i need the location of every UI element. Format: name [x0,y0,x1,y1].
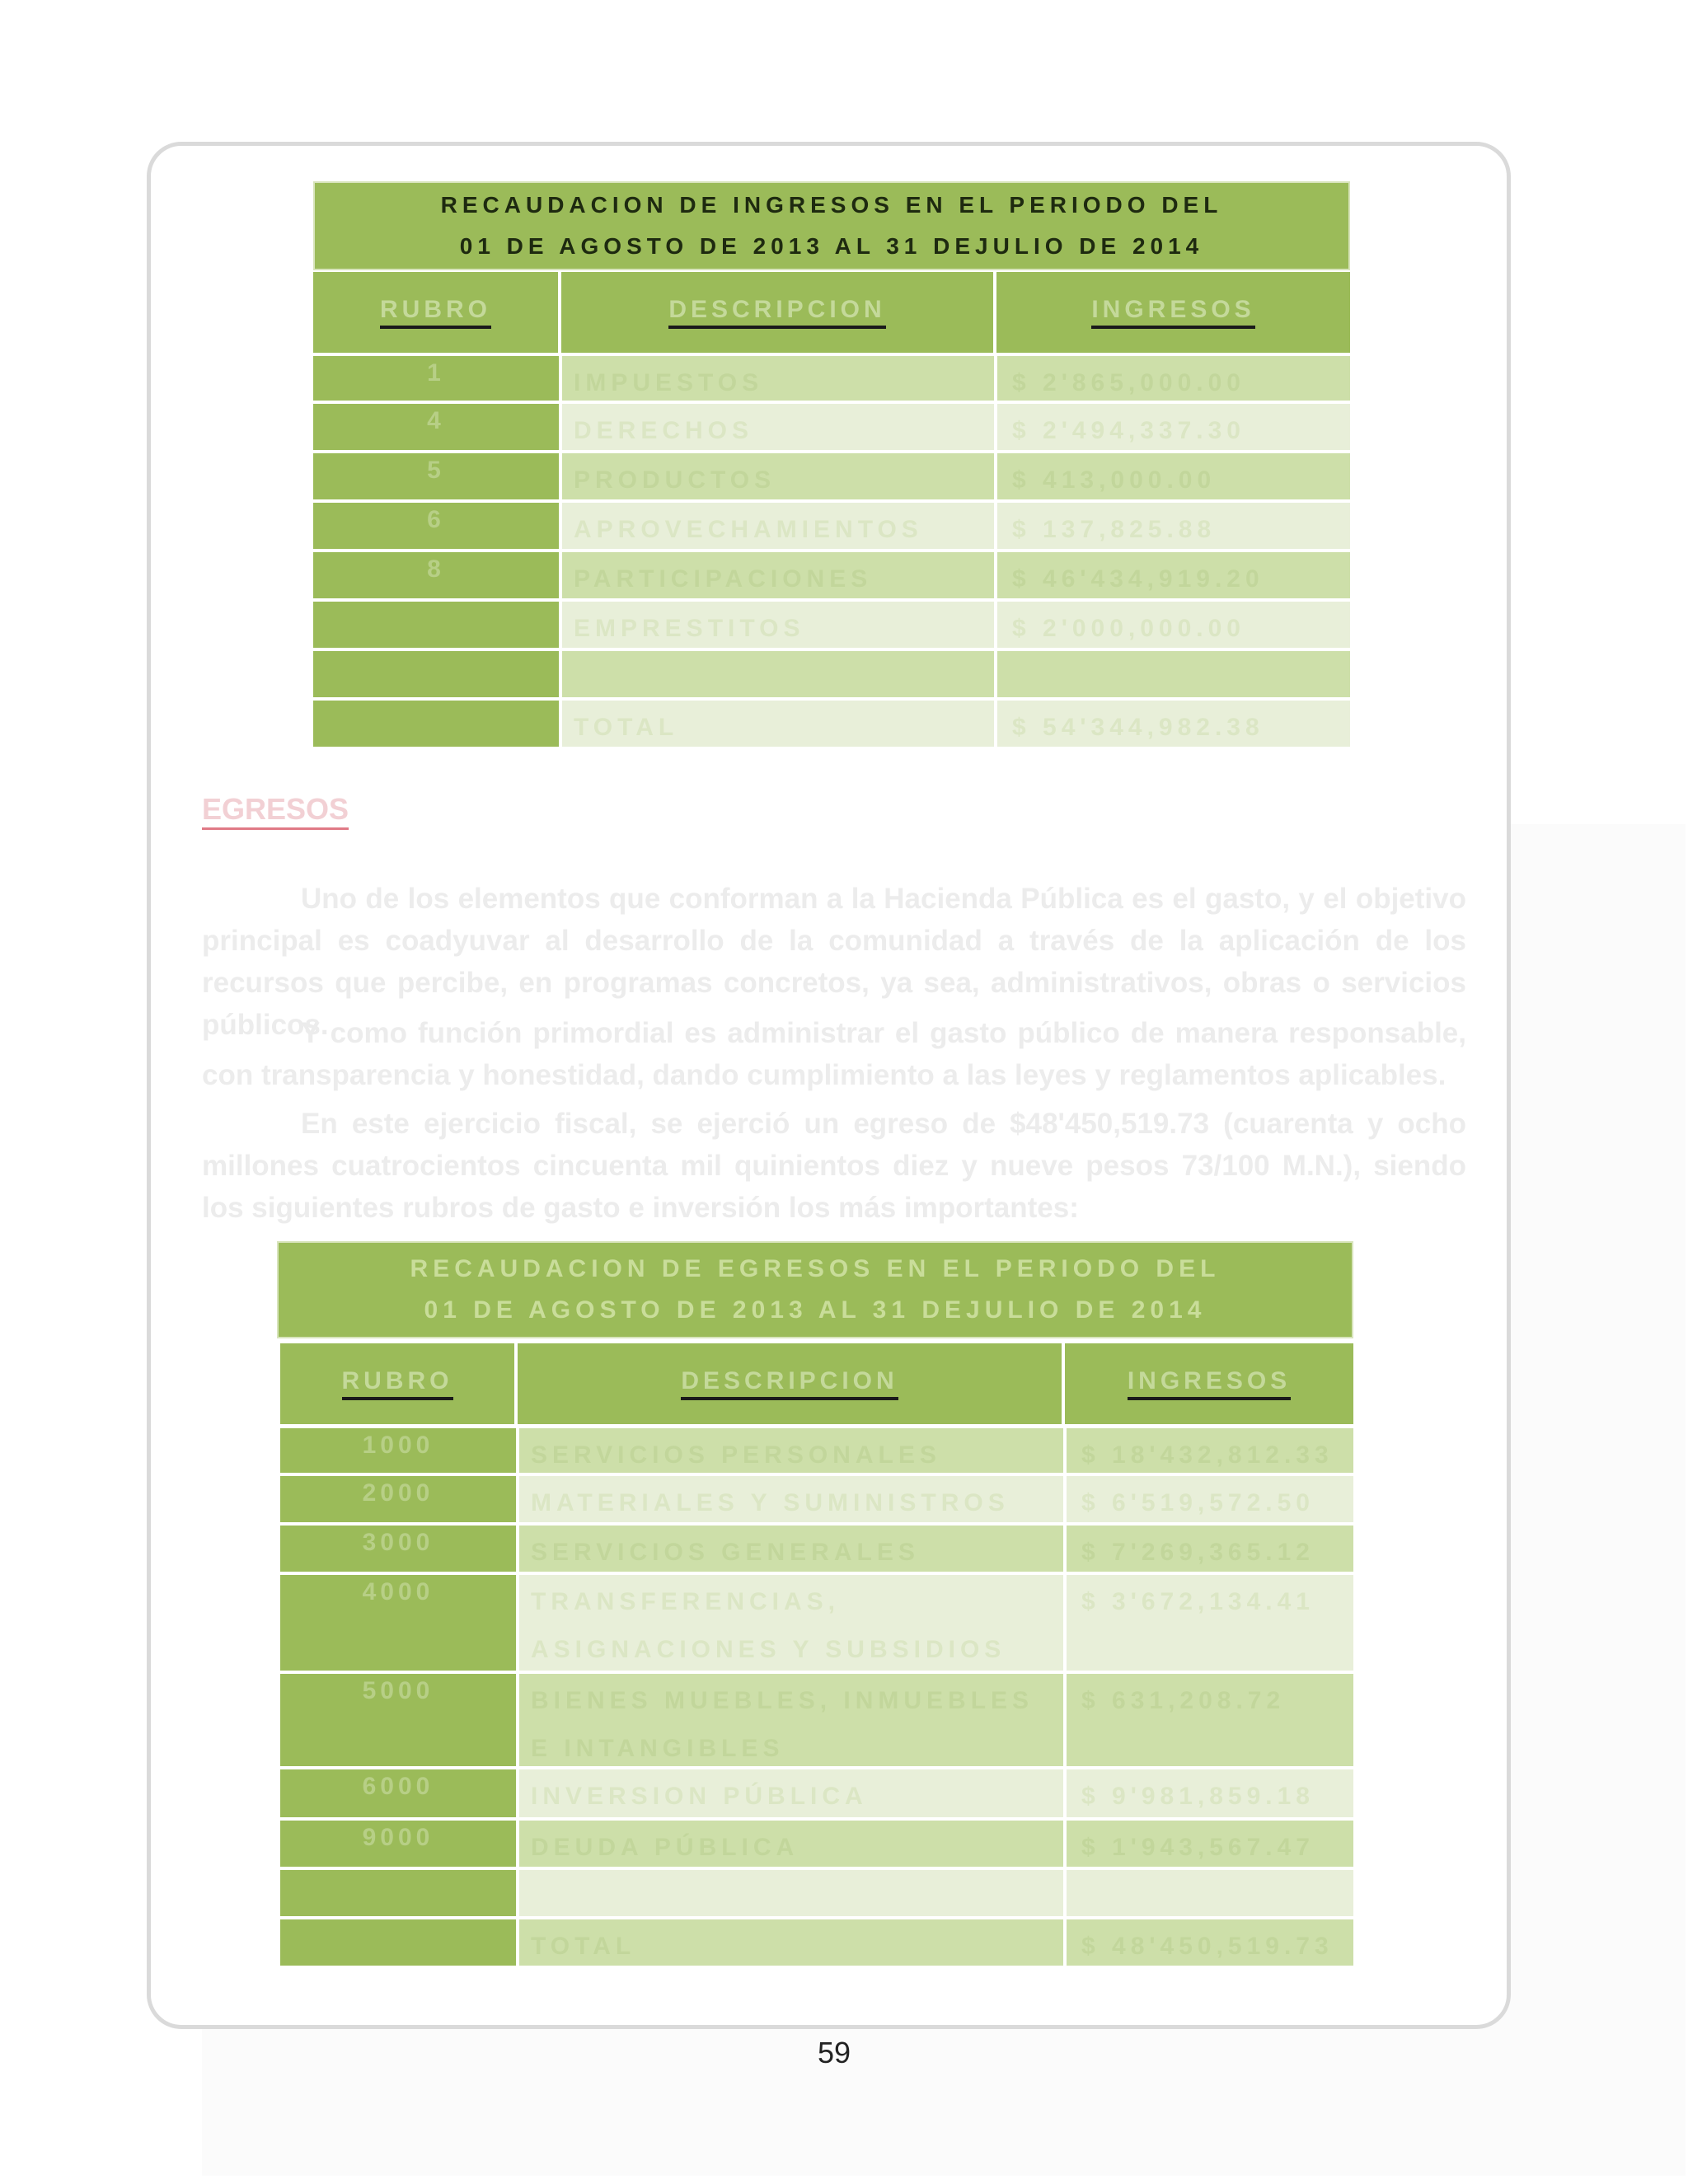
cell-ingresos: $ 137,825.88 [997,503,1350,549]
egresos-paragraph-3: En este ejercicio fiscal, se ejerció un egreso de $48'450,519.73 (cuarenta y ocho millones cuatrocientos cincuenta mil quinientos diez y nueve pesos 73/100 M.N.), siendo los siguientes rubros de gasto e inversión los más importantes: [202,1108,1466,1224]
cell-descripcion: SERVICIOS GENERALES [519,1526,1067,1572]
cell-ingresos: $ 48'450,519.73 [1067,1919,1353,1966]
header-descripcion: DESCRIPCION [561,272,996,353]
cell-ingresos: $ 1'943,567.47 [1067,1821,1353,1867]
table-row [313,552,1350,598]
cell-ingresos: $ 54'344,982.38 [997,701,1350,747]
cell-ingresos: $ 18'432,812.33 [1067,1428,1353,1473]
table-row [313,651,1350,697]
table-row [313,404,1350,450]
table-row [313,503,1350,549]
table-row [280,1870,1353,1916]
table-row [280,1919,1353,1966]
cell-rubro [313,701,562,747]
table-row [280,1526,1353,1572]
header-descripcion: DESCRIPCION [518,1343,1065,1424]
header-ingresos: INGRESOS [996,272,1350,353]
cell-descripcion: PRODUCTOS [562,453,997,499]
cell-ingresos [1067,1870,1353,1916]
egresos-paragraph-1: Uno de los elementos que conforman a la Hacienda Pública es el gasto, y el objetivo principal es coadyuvar al desarrollo de la comunidad a través de la aplicación de los recursos que percibe, en programas concretos, ya sea, administrativos, obras o servicios públicos. [202,883,1466,1041]
table-row [313,701,1350,747]
cell-ingresos: $ 631,208.72 [1067,1674,1353,1766]
cell-rubro [280,1919,519,1966]
cell-ingresos: $ 413,000.00 [997,453,1350,499]
cell-rubro: 5 [313,453,562,499]
cell-rubro [313,651,562,697]
egresos-paragraph-2: Y como función primordial es administrar el gasto público de manera responsable, con transparencia y honestidad, dando cumplimiento a las leyes y reglamentos aplicables. [202,1017,1466,1091]
egresos-title-line2: 01 DE AGOSTO DE 2013 AL 31 DEJULIO DE 2014 [424,1296,1207,1324]
cell-ingresos: $ 2'494,337.30 [997,404,1350,450]
cell-ingresos: $ 2'865,000.00 [997,356,1350,401]
table-row [313,602,1350,648]
table-row [280,1428,1353,1473]
cell-descripcion: MATERIALES Y SUMINISTROS [519,1476,1067,1522]
cell-rubro: 3000 [280,1526,519,1572]
table-row [313,356,1350,401]
cell-rubro: 4 [313,404,562,450]
cell-rubro: 6000 [280,1769,519,1817]
egresos-table-title [277,1241,1353,1338]
cell-rubro: 4000 [280,1575,519,1671]
header-rubro: RUBRO [280,1343,518,1424]
cell-ingresos: $ 3'672,134.41 [1067,1575,1353,1671]
cell-rubro [280,1870,519,1916]
ingresos-header-row [313,272,1350,353]
cell-descripcion: BIENES MUEBLES, INMUEBLES E INTANGIBLES [519,1674,1067,1766]
cell-rubro: 8 [313,552,562,598]
table-row [280,1575,1353,1671]
cell-descripcion: SERVICIOS PERSONALES [519,1428,1067,1473]
table-row [280,1674,1353,1766]
cell-rubro: 1000 [280,1428,519,1473]
header-rubro: RUBRO [313,272,561,353]
cell-ingresos: $ 2'000,000.00 [997,602,1350,648]
cell-descripcion: TRANSFERENCIAS, ASIGNACIONES Y SUBSIDIOS [519,1575,1067,1671]
cell-descripcion: APROVECHAMIENTOS [562,503,997,549]
cell-descripcion: TOTAL [562,701,997,747]
table-row [280,1769,1353,1817]
cell-rubro [313,602,562,648]
cell-descripcion: PARTICIPACIONES [562,552,997,598]
cell-ingresos: $ 7'269,365.12 [1067,1526,1353,1572]
cell-descripcion [519,1870,1067,1916]
ingresos-title-line2: 01 DE AGOSTO DE 2013 AL 31 DEJULIO DE 2014 [459,233,1204,259]
table-row [280,1821,1353,1867]
cell-rubro: 1 [313,356,562,401]
cell-descripcion: EMPRESTITOS [562,602,997,648]
cell-rubro: 2000 [280,1476,519,1522]
egresos-heading: EGRESOS [202,791,349,830]
cell-descripcion [562,651,997,697]
egresos-header-row [280,1343,1353,1424]
cell-descripcion: IMPUESTOS [562,356,997,401]
cell-descripcion: TOTAL [519,1919,1067,1966]
ingresos-table-title [313,181,1350,270]
egresos-title-line1: RECAUDACION DE EGRESOS EN EL PERIODO DEL [410,1255,1221,1282]
cell-descripcion: INVERSION PÚBLICA [519,1769,1067,1817]
cell-descripcion: DEUDA PÚBLICA [519,1821,1067,1867]
cell-ingresos: $ 46'434,919.20 [997,552,1350,598]
table-row [313,453,1350,499]
cell-ingresos: $ 6'519,572.50 [1067,1476,1353,1522]
cell-ingresos [997,651,1350,697]
cell-rubro: 5000 [280,1674,519,1766]
table-row [280,1476,1353,1522]
cell-rubro: 6 [313,503,562,549]
cell-ingresos: $ 9'981,859.18 [1067,1769,1353,1817]
header-ingresos: INGRESOS [1065,1343,1353,1424]
page-number: 59 [817,2036,851,2069]
cell-rubro: 9000 [280,1821,519,1867]
cell-descripcion: DERECHOS [562,404,997,450]
ingresos-title-line1: RECAUDACION DE INGRESOS EN EL PERIODO DEL [440,192,1223,218]
